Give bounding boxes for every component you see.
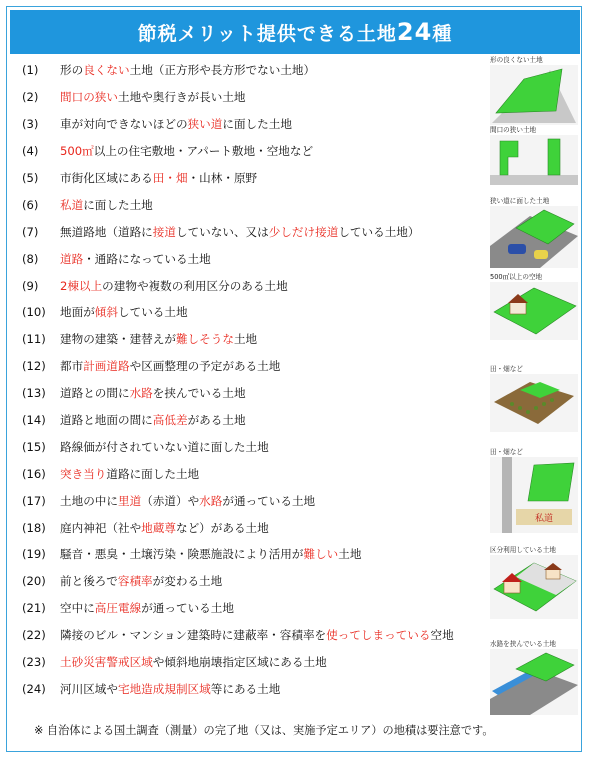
illustration-caption: 500㎡以上の空地 <box>490 273 543 281</box>
plain-text: 車が対向できないほどの <box>60 117 188 132</box>
highlight-text: 私道 <box>60 197 84 212</box>
highlight-text: 道路 <box>60 251 84 266</box>
list-item <box>22 245 482 272</box>
highlight-text: 容積率 <box>117 574 153 589</box>
plain-text: 路線価が付されていない道に面した土地 <box>60 439 269 454</box>
list-item <box>22 84 482 111</box>
plain-text: 土地 <box>233 332 258 347</box>
highlight-text: 宅地造成規制区域 <box>117 681 211 696</box>
plain-text: 建物の建築・建替えが <box>60 332 176 347</box>
item-text <box>60 412 246 428</box>
footnote: ※ 自治体による国土調査（測量）の完了地（又は、実施予定エリア）の地積は要注意です。 <box>34 724 494 737</box>
highlight-text: 水路 <box>129 386 153 401</box>
item-number: (24) <box>22 681 46 696</box>
highlight-text: 高圧電線 <box>94 601 142 616</box>
private-road-icon <box>490 457 578 533</box>
list-item <box>22 138 482 165</box>
item-text <box>60 520 269 536</box>
plain-text: ・山林・原野 <box>187 171 258 185</box>
plain-text: に面した土地 <box>222 117 292 132</box>
plain-text: 空地 <box>430 628 454 643</box>
illustration-farmland <box>490 364 578 432</box>
highlight-text: 2棟以上 <box>60 278 103 293</box>
plain-text: している土地） <box>338 224 420 239</box>
item-text <box>60 358 280 374</box>
highlight-text: 傾斜 <box>94 305 118 320</box>
list-item <box>22 57 482 84</box>
private-road-label: 私道 <box>534 514 554 524</box>
plain-text: （赤道）や <box>141 493 200 508</box>
plain-text: 市街化区域にある <box>60 171 153 185</box>
highlight-text: 土砂災害警戒区域 <box>60 655 153 670</box>
plain-text: が通っている土地 <box>222 493 316 508</box>
plain-text: など）がある土地 <box>175 520 269 535</box>
plain-text: 等にある土地 <box>210 681 281 696</box>
plain-text: が変わる土地 <box>152 574 223 589</box>
item-number: (20) <box>22 574 46 589</box>
item-text <box>60 278 288 294</box>
item-number: (11) <box>22 332 46 347</box>
list-item <box>22 191 482 218</box>
plain-text: 道路に面した土地 <box>106 466 200 481</box>
list-item <box>22 433 482 460</box>
title-number: 24 <box>396 18 433 46</box>
illustration-caption: 水路を挟んでいる土地 <box>490 640 556 648</box>
item-text <box>60 439 269 455</box>
plain-text: 庭内神祀（社や <box>60 520 142 535</box>
highlight-text: 使ってしまっている <box>326 628 431 643</box>
item-text <box>60 251 211 267</box>
plain-text: の建物や複数の利用区分のある土地 <box>102 278 288 293</box>
land-type-list <box>22 57 482 702</box>
item-number: (1) <box>22 63 39 78</box>
item-text <box>60 546 361 562</box>
list-item <box>22 675 482 702</box>
plain-text: や区画整理の予定がある土地 <box>129 359 281 374</box>
narrow-road-icon <box>490 206 578 268</box>
highlight-text: 水路 <box>199 493 223 508</box>
plain-text: 騒音・悪臭・土壌汚染・険悪施設により活用が <box>60 547 304 562</box>
list-item <box>22 407 482 434</box>
irregular-lot-icon <box>490 65 578 125</box>
item-number: (14) <box>22 413 46 428</box>
list-item <box>22 514 482 541</box>
item-text <box>60 143 313 159</box>
item-number: (5) <box>22 171 39 185</box>
farmland-icon <box>490 374 578 432</box>
list-item <box>22 649 482 676</box>
list-item <box>22 568 482 595</box>
item-number: (8) <box>22 251 39 266</box>
item-number: (4) <box>22 144 39 159</box>
plain-text: に面した土地 <box>83 197 153 212</box>
item-text <box>60 116 292 132</box>
highlight-text: 間口の狭い <box>60 90 118 105</box>
illustration-irregular-lot <box>490 55 578 125</box>
item-number: (10) <box>22 305 46 320</box>
item-number: (18) <box>22 520 46 535</box>
title-suffix: 種 <box>432 22 453 45</box>
item-text <box>60 89 246 105</box>
plain-text: している土地 <box>118 305 188 320</box>
waterway-icon <box>490 649 578 715</box>
page-title <box>10 10 580 54</box>
illustration-caption: 狭い道に面した土地 <box>490 197 550 205</box>
item-text <box>60 681 280 697</box>
highlight-text: 田・畑 <box>152 171 188 185</box>
list-item <box>22 218 482 245</box>
item-text <box>60 304 188 320</box>
plain-text: 土地や奥行きが長い土地 <box>117 90 246 105</box>
item-text <box>60 654 327 670</box>
plain-text: や傾斜地崩壊指定区域にある土地 <box>152 655 327 670</box>
plain-text: 道路との間に <box>60 386 130 401</box>
list-item <box>22 380 482 407</box>
item-number: (16) <box>22 466 46 481</box>
highlight-text: 接道 <box>152 224 176 239</box>
item-text <box>60 573 222 589</box>
divided-use-icon <box>490 555 578 619</box>
item-number: (3) <box>22 117 39 132</box>
highlight-text: 突き当り <box>60 466 107 481</box>
plain-text: がある土地 <box>187 413 246 428</box>
item-text <box>60 600 234 616</box>
narrow-frontage-icon <box>490 135 578 185</box>
list-item <box>22 541 482 568</box>
item-number: (15) <box>22 439 46 454</box>
large-lot-icon <box>490 282 578 340</box>
item-number: (19) <box>22 547 46 562</box>
list-item <box>22 460 482 487</box>
plain-text: 河川区域や <box>60 681 118 696</box>
highlight-text: 難しい <box>303 547 339 562</box>
list-item <box>22 622 482 649</box>
item-text <box>60 466 199 482</box>
illustration-narrow-road <box>490 196 578 268</box>
highlight-text: 少しだけ接道 <box>268 224 339 239</box>
item-number: (21) <box>22 601 46 616</box>
plain-text: を挟んでいる土地 <box>152 386 246 401</box>
illustration-caption: 形の良くない土地 <box>490 56 543 64</box>
plain-text: 空中に <box>60 601 95 616</box>
list-item <box>22 272 482 299</box>
illustration-caption: 間口の狭い土地 <box>490 126 537 134</box>
illustration-narrow-frontage <box>490 125 578 185</box>
item-text <box>60 331 257 347</box>
item-number: (17) <box>22 493 46 508</box>
item-number: (7) <box>22 224 39 239</box>
plain-text: 無道路地（道路に <box>60 224 153 239</box>
plain-text: 地面が <box>60 305 95 320</box>
plain-text: が通っている土地 <box>141 601 234 616</box>
plain-text: 隣接のビル・マンション建築時に建蔽率・容積率を <box>60 628 327 643</box>
plain-text: 形の <box>60 63 84 78</box>
plain-text: 土地の中に <box>60 493 118 508</box>
illustration-large-lot <box>490 272 578 340</box>
item-number: (22) <box>22 628 46 643</box>
plain-text: ・通路になっている土地 <box>83 251 211 266</box>
plain-text: 土地（正方形や長方形でない土地） <box>129 63 316 78</box>
list-item <box>22 326 482 353</box>
list-item <box>22 165 482 192</box>
illustration-caption: 田・畑など <box>490 448 523 456</box>
plain-text: 土地 <box>338 547 362 562</box>
list-item <box>22 353 482 380</box>
item-number: (12) <box>22 359 46 374</box>
item-number: (6) <box>22 197 39 212</box>
item-text <box>60 62 315 78</box>
plain-text: 前と後ろで <box>60 574 118 589</box>
item-text <box>60 385 246 401</box>
plain-text: 道路と地面の間に <box>60 413 153 428</box>
list-item <box>22 299 482 326</box>
illustration-caption: 区分利用している土地 <box>490 546 556 554</box>
list-item <box>22 111 482 138</box>
item-number: (2) <box>22 90 39 105</box>
title-prefix: 節税メリット提供できる土地 <box>137 22 397 45</box>
highlight-text: 計画道路 <box>83 359 130 374</box>
plain-text: していない、又は <box>175 224 269 239</box>
item-number: (13) <box>22 386 46 401</box>
item-text <box>60 224 419 240</box>
highlight-text: 難しそうな <box>175 332 234 347</box>
plain-text: 都市 <box>60 359 84 374</box>
list-item <box>22 595 482 622</box>
illustration-private-road <box>490 447 578 533</box>
item-text <box>60 627 454 643</box>
plain-text: 以上の住宅敷地・アパート敷地・空地など <box>93 144 314 159</box>
illustration-waterway <box>490 639 578 715</box>
highlight-text: 高低差 <box>152 413 188 428</box>
illustration-caption: 田・畑など <box>490 365 523 373</box>
illustration-divided-use <box>490 545 578 619</box>
highlight-text: 500㎡ <box>60 144 94 159</box>
item-text <box>60 493 315 509</box>
highlight-text: 里道 <box>117 493 142 508</box>
item-text <box>60 197 153 213</box>
item-text <box>60 170 257 186</box>
item-number: (23) <box>22 655 46 670</box>
highlight-text: 狭い道 <box>187 117 223 132</box>
list-item <box>22 487 482 514</box>
highlight-text: 地蔵尊 <box>141 520 176 535</box>
item-number: (9) <box>22 278 39 293</box>
highlight-text: 良くない <box>83 63 130 78</box>
